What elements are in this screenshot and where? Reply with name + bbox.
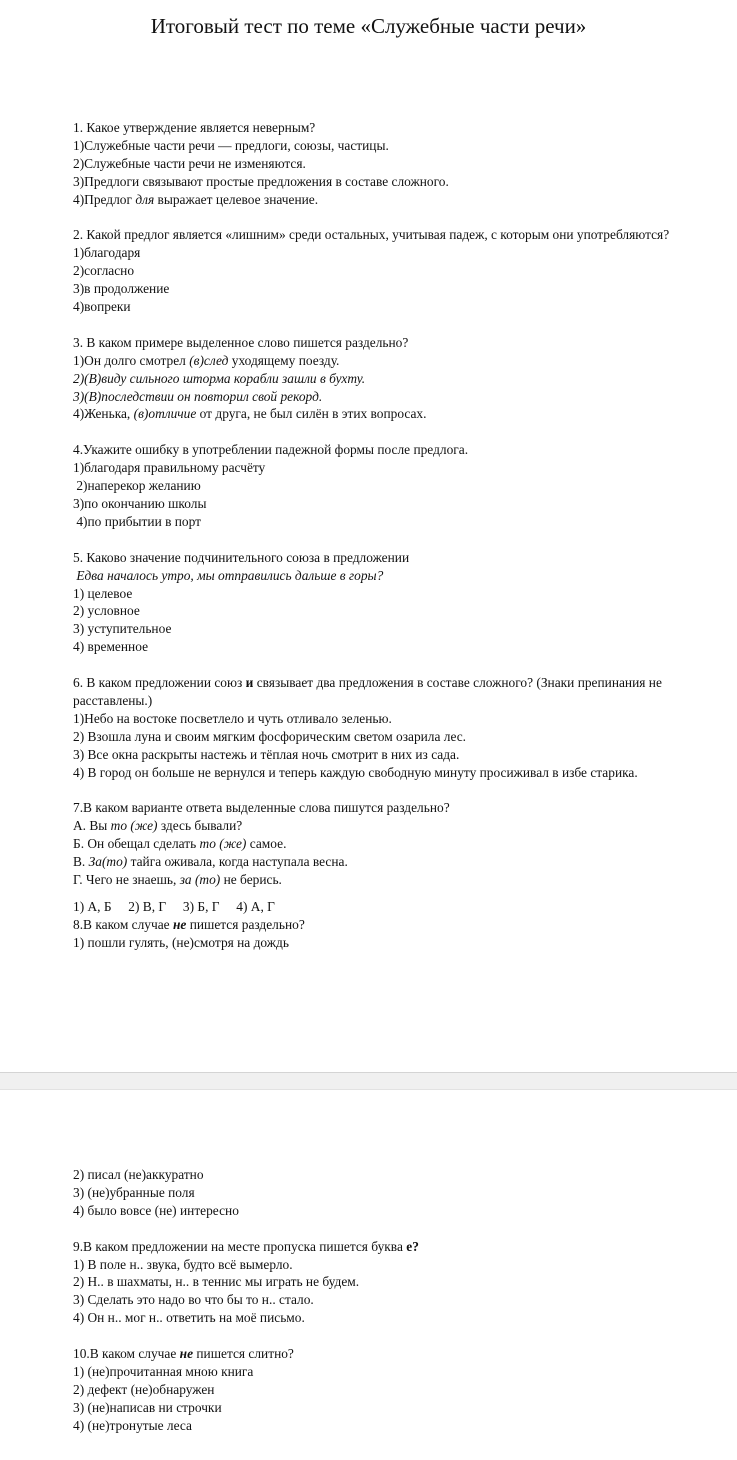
q8-option-1: 1) пошли гулять, (не)смотря на дождь: [73, 934, 289, 950]
q9-option-4: 4) Он н.. мог н.. ответить на моё письмо.: [73, 1310, 305, 1326]
bold-mark: ?: [412, 1238, 419, 1254]
q4-option-1: 1)благодаря правильному расчёту: [73, 460, 266, 476]
text: 4)Женька,: [73, 406, 134, 422]
q3-option-2: [73, 370, 705, 388]
q6-option-2: 2) Взошла луна и своим мягким фосфорическим светом озарила лес.: [73, 728, 467, 744]
q10-option-3: 3) (не)написав ни строчки: [73, 1399, 222, 1415]
q4-option-4: 4)по прибытии в порт: [73, 513, 201, 529]
q6-option-3: 3) Все окна раскрыты настежь и тёплая ночь смотрит в них из сада.: [73, 746, 460, 762]
text: Г. Чего не знаешь,: [73, 871, 180, 887]
q7-option-d: [73, 871, 705, 889]
italic-sentence: 3)(В)последствии он повторил свой рекорд.: [73, 388, 323, 404]
page-2: [73, 1166, 705, 1435]
text: 6. В каком предложении союз: [73, 675, 246, 691]
q1-option-2: 2)Служебные части речи не изменяются.: [73, 155, 306, 171]
q2-option-3: 3)в продолжение: [73, 281, 170, 297]
q2-option-4: 4)вопреки: [73, 299, 131, 315]
text: Б. Он обещал сделать: [73, 836, 200, 852]
italic-word: За(то): [88, 854, 128, 870]
q10-question: [73, 1345, 705, 1363]
q3-option-3: [73, 388, 705, 406]
q6-option-1: 1)Небо на востоке посветлело и чуть отливало зеленью.: [73, 710, 392, 726]
text: А. Вы: [73, 818, 111, 834]
q5-option-2: 2) условное: [73, 603, 140, 619]
q2-option-1: 1)благодаря: [73, 245, 141, 261]
q4-option-3: 3)по окончанию школы: [73, 495, 207, 511]
q3-question: 3. В каком примере выделенное слово пишется раздельно?: [73, 334, 409, 350]
q7-option-c: [73, 853, 705, 871]
italic-word: не: [179, 1346, 194, 1362]
text: 9.В каком предложении на месте пропуска пишется буква: [73, 1238, 407, 1254]
q4-question: 4.Укажите ошибку в употреблении падежной формы после предлога.: [73, 442, 469, 458]
q10-option-2: 2) дефект (не)обнаружен: [73, 1381, 215, 1397]
q7-option-a: [73, 817, 705, 835]
bold-italic-word: [180, 1346, 193, 1361]
q7-option-b: [73, 835, 705, 853]
q5-option-3: 3) уступительное: [73, 621, 172, 637]
text: тайга оживала, когда наступала весна.: [127, 854, 348, 870]
text: пишется слитно?: [193, 1346, 294, 1362]
italic-word: для: [135, 191, 155, 207]
text: самое.: [246, 836, 287, 852]
q1-question: 1. Какое утверждение является неверным?: [73, 120, 316, 135]
q8-option-4: 4) было вовсе (не) интересно: [73, 1202, 239, 1218]
q8-option-3: 3) (не)убранные поля: [73, 1184, 195, 1200]
q10-option-1: 1) (не)прочитанная мною книга: [73, 1363, 254, 1379]
q10-option-4: 4) (не)тронутые леса: [73, 1417, 192, 1433]
italic-word: (в)след: [189, 352, 229, 368]
text: здесь бывали?: [157, 818, 243, 834]
italic-sentence: Едва началось утро, мы отправились дальше в горы?: [73, 567, 384, 583]
text: 1)Он долго смотрел: [73, 352, 190, 368]
q9-option-2: 2) Н.. в шахматы, н.. в теннис мы играть не будем.: [73, 1274, 360, 1290]
italic-sentence: 2)(В)виду сильного шторма корабли зашли в бухту.: [73, 370, 366, 386]
q1-option-3: 3)Предлоги связывают простые предложения в составе сложного.: [73, 173, 449, 189]
bold-italic-word: [173, 917, 186, 932]
page-1: [73, 119, 705, 952]
q2-question: 2. Какой предлог является «лишним» среди остальных, учитывая падеж, с которым они употребляются?: [73, 227, 670, 243]
text: не берись.: [220, 871, 282, 887]
text: 8.В каком случае: [73, 916, 173, 932]
q5-sentence: [73, 567, 705, 585]
q7-question: 7.В каком варианте ответа выделенные слова пишутся раздельно?: [73, 800, 450, 816]
italic-word: (в)отличие: [133, 406, 197, 422]
text: выражает целевое значение.: [154, 191, 319, 207]
bold-word: и: [245, 675, 254, 691]
q9-question: [73, 1238, 705, 1256]
q1-option-4: [73, 191, 705, 209]
q1-option-1: 1)Служебные части речи — предлоги, союзы, частицы.: [73, 137, 389, 153]
italic-word: за (то): [179, 871, 221, 887]
q9-option-1: 1) В поле н.. звука, будто всё вымерло.: [73, 1256, 293, 1272]
q6-option-4: 4) В город он больше не вернулся и теперь каждую свободную минуту просиживал в избе старика.: [73, 764, 638, 780]
q6-question: [73, 674, 705, 710]
q7-answers: 1) А, Б 2) В, Г 3) Б, Г 4) А, Г: [73, 898, 275, 914]
text: 4)Предлог: [73, 191, 136, 207]
italic-word: то (же): [110, 818, 158, 834]
document-title: Итоговый тест по теме «Служебные части речи»: [150, 14, 587, 38]
q3-option-1: [73, 352, 705, 370]
italic-word: не: [172, 916, 187, 932]
italic-word: то (же): [199, 836, 247, 852]
text: уходящему поезду.: [228, 352, 340, 368]
q2-option-2: 2)согласно: [73, 263, 135, 279]
text: пишется раздельно?: [186, 916, 305, 932]
q9-option-3: 3) Сделать это надо во что бы то н.. стало.: [73, 1292, 314, 1308]
bold-letter: е: [406, 1238, 413, 1254]
text: от друга, не был силён в этих вопросах.: [196, 406, 427, 422]
q4-option-2: 2)наперекор желанию: [73, 478, 201, 494]
q5-option-4: 4) временное: [73, 639, 149, 655]
page-break: [0, 1072, 737, 1090]
q5-question: 5. Каково значение подчинительного союза в предложении: [73, 549, 410, 565]
text: В.: [73, 854, 89, 870]
text: связывает два предложения в составе сложного? (Знаки препинания не расставлены.): [73, 675, 662, 708]
text: 10.В каком случае: [73, 1346, 180, 1362]
q8-question: [73, 916, 705, 934]
q8-option-2: 2) писал (не)аккуратно: [73, 1167, 204, 1182]
q5-option-1: 1) целевое: [73, 585, 133, 601]
q3-option-4: [73, 405, 705, 423]
